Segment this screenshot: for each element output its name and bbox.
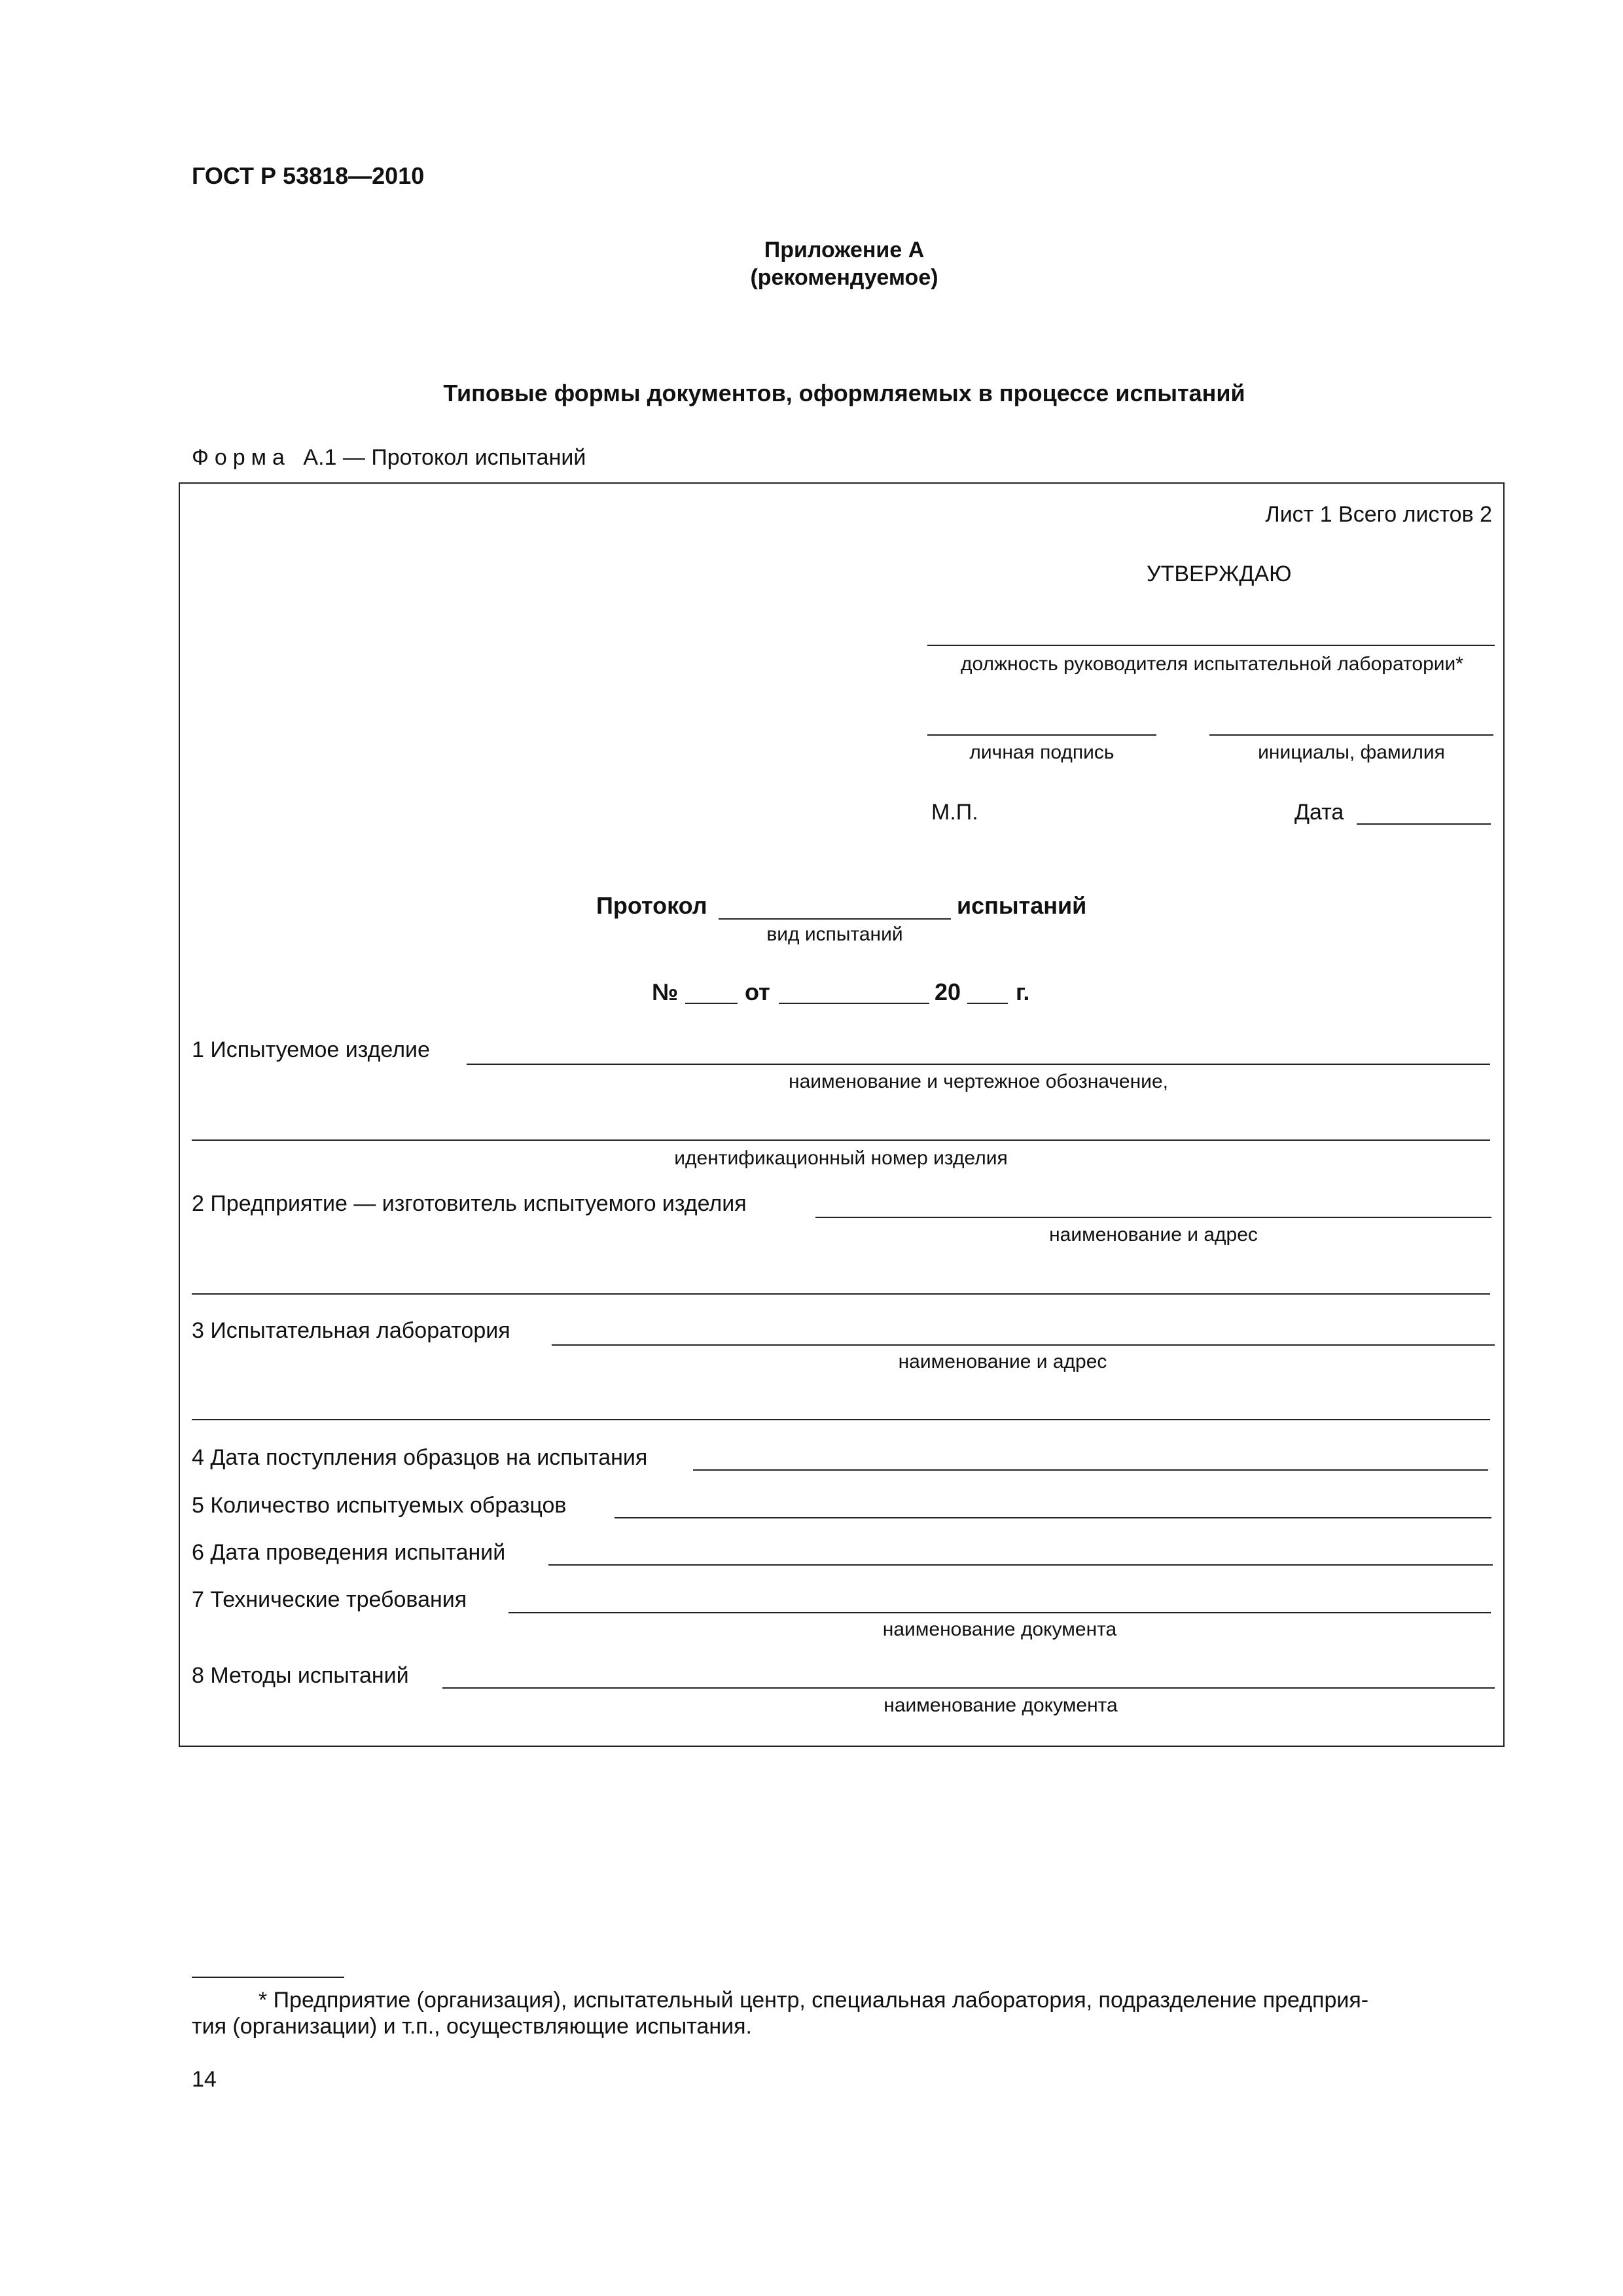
item1-line2[interactable]	[192, 1139, 1490, 1141]
item4-line[interactable]	[693, 1469, 1488, 1471]
item7-line[interactable]	[508, 1612, 1491, 1613]
approve-label: УТВЕРЖДАЮ	[1147, 562, 1292, 586]
item1-line[interactable]	[467, 1064, 1490, 1065]
item1-caption2: идентификационный номер изделия	[674, 1147, 1008, 1169]
signature-line[interactable]	[927, 734, 1156, 736]
item1-label: 1 Испытуемое изделие	[192, 1037, 430, 1062]
form-word: Форма	[192, 445, 291, 470]
name-caption: инициалы, фамилия	[1258, 742, 1445, 763]
item7-label: 7 Технические требования	[192, 1587, 467, 1612]
item6-label: 6 Дата проведения испытаний	[192, 1540, 506, 1565]
sheet-info: Лист 1 Всего листов 2	[1265, 502, 1492, 527]
page-number: 14	[192, 2067, 217, 2092]
section-title: Типовые формы документов, оформляемых в процессе испытаний	[443, 380, 1245, 406]
footnote-line1: * Предприятие (организация), испытательный центр, специальная лаборатория, подразделение предприя-	[259, 1988, 1369, 2013]
signature-caption: личная подпись	[969, 742, 1115, 763]
standard-number: ГОСТ Р 53818—2010	[192, 162, 425, 189]
test-type-line[interactable]	[719, 918, 951, 920]
item7-caption: наименование документа	[882, 1619, 1117, 1640]
item5-line[interactable]	[615, 1517, 1491, 1518]
item3-line2[interactable]	[192, 1419, 1490, 1420]
number-line[interactable]	[685, 1003, 738, 1004]
year-prefix: 20	[935, 978, 961, 1005]
date-line[interactable]	[1357, 823, 1491, 825]
item3-label: 3 Испытательная лаборатория	[192, 1318, 510, 1343]
form-caption-text: А.1 — Протокол испытаний	[303, 445, 586, 470]
form-caption	[192, 445, 586, 471]
position-caption: должность руководителя испытательной лаборатории*	[961, 653, 1463, 675]
item4-label: 4 Дата поступления образцов на испытания	[192, 1445, 648, 1470]
item2-caption: наименование и адрес	[1049, 1224, 1258, 1246]
name-line[interactable]	[1209, 734, 1493, 736]
year-line[interactable]	[967, 1003, 1008, 1004]
number-sign: №	[652, 978, 679, 1005]
appendix-status: (рекомендуемое)	[750, 265, 938, 290]
date-label: Дата	[1294, 800, 1344, 825]
from-word: от	[745, 978, 770, 1005]
protocol-word: Протокол	[596, 892, 707, 919]
item2-label: 2 Предприятие — изготовитель испытуемого изделия	[192, 1191, 747, 1216]
item2-line2[interactable]	[192, 1293, 1490, 1295]
item2-line[interactable]	[815, 1217, 1491, 1218]
item6-line[interactable]	[548, 1564, 1493, 1566]
footnote-line2: тия (организации) и т.п., осуществляющие испытания.	[192, 2014, 752, 2039]
test-type-caption: вид испытаний	[766, 924, 903, 945]
item5-label: 5 Количество испытуемых образцов	[192, 1493, 567, 1518]
footnote-separator	[192, 1977, 344, 1978]
item8-line[interactable]	[442, 1687, 1495, 1689]
item1-caption: наименование и чертежное обозначение,	[789, 1071, 1168, 1092]
appendix-title: Приложение А	[764, 238, 925, 262]
item8-caption: наименование документа	[883, 1695, 1118, 1716]
date-issued-line[interactable]	[779, 1003, 929, 1004]
item3-line[interactable]	[552, 1344, 1495, 1346]
stamp-label: М.П.	[931, 800, 978, 825]
year-suffix: г.	[1016, 978, 1030, 1005]
item8-label: 8 Методы испытаний	[192, 1663, 409, 1688]
tests-word: испытаний	[957, 892, 1087, 919]
item3-caption: наименование и адрес	[898, 1351, 1107, 1372]
position-line[interactable]	[927, 645, 1495, 646]
